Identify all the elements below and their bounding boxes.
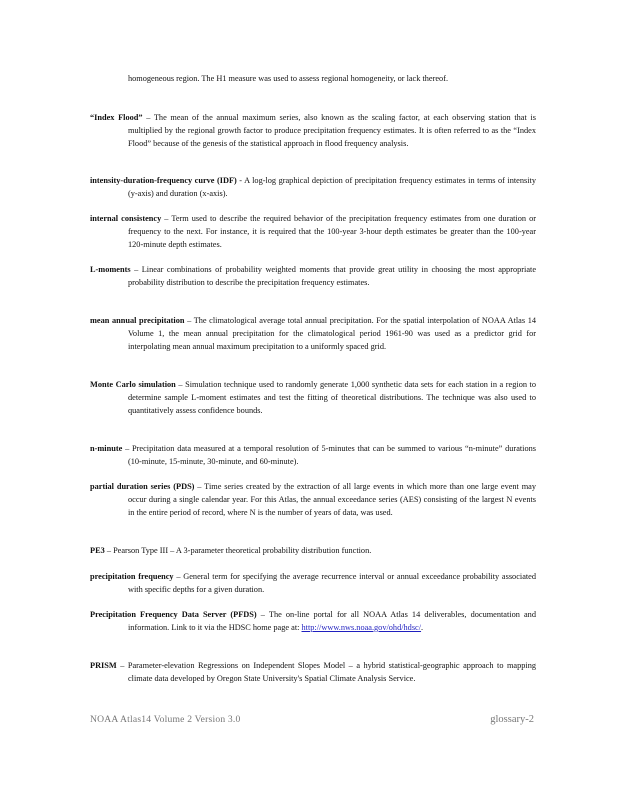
continued-definition: homogeneous region. The H1 measure was used to assess regional homogeneity, or lack thereof.: [128, 74, 449, 83]
glossary-definition: The climatological average total annual precipitation. For the spatial interpolation of NOAA Atlas 14 Volume 1, the mean annual precipitation for the climatological period 1961-90 was used as a predictor grid for interpolating mean annual maximum precipitation to a uniformly spaced grid.: [128, 316, 536, 351]
glossary-definition: The mean of the annual maximum series, also known as the scaling factor, at each observing station that is multiplied by the regional growth factor to produce precipitation frequency estimates. It is often referred to as the “Index Flood” because of the genesis of the statistical approach in flood frequency analysis.: [128, 113, 536, 148]
glossary-definition: A log-log graphical depiction of precipitation frequency estimates in terms of intensity (y-axis) and duration (x-axis).: [128, 176, 536, 198]
glossary-entry-pe3: PE3 – Pearson Type III – A 3-parameter theoretical probability distribution function.: [90, 546, 372, 555]
glossary-entry-pfds: Precipitation Frequency Data Server (PFDS) – The on-line portal for all NOAA Atlas 14 deliverables, documentation and information. Link to it via the HDSC home page at: http://www.nws.noaa.gov/ohd/hdsc/.: [90, 610, 536, 632]
glossary-definition: Simulation technique used to randomly generate 1,000 synthetic data sets for each station in a region to determine sample L-moment estimates and test the fitting of theoretical distributions. The technique was also used to quantitatively assess confidence bounds.: [128, 380, 537, 415]
glossary-term: “Index Flood”: [90, 113, 143, 122]
glossary-entry-idf: intensity-duration-frequency curve (IDF) - A log-log graphical depiction of precipitation frequency estimates in terms of intensity (y-axis) and duration (x-axis).: [90, 176, 536, 198]
hdsc-home-link[interactable]: http://www.nws.noaa.gov/ohd/hdsc/: [301, 622, 422, 632]
glossary-term: Precipitation Frequency Data Server (PFDS): [90, 610, 257, 619]
glossary-term: n-minute: [90, 444, 123, 453]
glossary-term: mean annual precipitation: [90, 316, 185, 325]
glossary-definition: Parameter-elevation Regressions on Independent Slopes Model – a hybrid statistical-geographic approach to mapping climate data developed by Oregon State University's Spatial Climate Analysis Service.: [127, 661, 536, 683]
glossary-entry-monte-carlo: Monte Carlo simulation – Simulation technique used to randomly generate 1,000 synthetic data sets for each station in a region to determine sample L-moment estimates and test the fitting of theoretical distributions. The technique was also used to quantitatively assess confidence bounds.: [90, 380, 537, 415]
glossary-term: internal consistency: [90, 214, 162, 223]
glossary-entry-prism: PRISM – Parameter-elevation Regressions on Independent Slopes Model – a hybrid statistical-geographic approach to mapping climate data developed by Oregon State University's Spatial Climate Analysis Service.: [90, 661, 536, 683]
glossary-entry-mean-annual-precipitation: mean annual precipitation – The climatological average total annual precipitation. For the spatial interpolation of NOAA Atlas 14 Volume 1, the mean annual precipitation for the climatological period 1961-90 was used as a predictor grid for interpolating mean annual maximum precipitation to a uniformly spaced grid.: [90, 316, 536, 351]
footer-page-number: glossary-2: [490, 714, 534, 725]
glossary-entry-l-moments: L-moments – Linear combinations of probability weighted moments that provide great utility in choosing the most appropriate probability distribution to describe the precipitation frequency estimates.: [90, 265, 537, 287]
glossary-definition: Time series created by the extraction of all large events in which more than one large event may occur during a single calendar year. For this Atlas, the annual exceedance series (AES) consisting of the largest N events in the entire period of record, where N is the number of years of data, was used.: [128, 482, 536, 517]
glossary-term: PRISM: [90, 661, 117, 670]
glossary-definition: Linear combinations of probability weighted moments that provide great utility in choosing the most appropriate probability distribution to describe the precipitation frequency estimates.: [128, 265, 537, 287]
glossary-definition: General term for specifying the average recurrence interval or annual exceedance probability associated with specific depths for a given duration.: [128, 572, 537, 594]
glossary-entry-internal-consistency: internal consistency – Term used to describe the required behavior of the precipitation frequency estimates from one duration or frequency to the next. For instance, it is required that the 100-year 3-hour depth estimates be greater than the 100-year 120-minute depth estimates.: [90, 214, 536, 249]
glossary-definition: Pearson Type III – A 3-parameter theoretical probability distribution function.: [113, 546, 372, 555]
glossary-term: precipitation frequency: [90, 572, 174, 581]
glossary-definition: Precipitation data measured at a temporal resolution of 5-minutes that can be summed to various “n-minute” durations (10-minute, 15-minute, 30-minute, and 60-minute).: [128, 444, 537, 466]
glossary-term: intensity-duration-frequency curve (IDF): [90, 176, 237, 185]
glossary-definition: Term used to describe the required behavior of the precipitation frequency estimates from one duration or frequency to the next. For instance, it is required that the 100-year 3-hour depth estimates be greater than the 100-year 120-minute depth estimates.: [128, 214, 536, 249]
glossary-entry-pds: partial duration series (PDS) – Time series created by the extraction of all large events in which more than one large event may occur during a single calendar year. For this Atlas, the annual exceedance series (AES) consisting of the largest N events in the entire period of record, where N is the number of years of data, was used.: [90, 482, 536, 517]
glossary-term: PE3: [90, 546, 105, 555]
glossary-term: Monte Carlo simulation: [90, 380, 176, 389]
footer-document-id: NOAA Atlas14 Volume 2 Version 3.0: [90, 714, 241, 725]
glossary-entry-index-flood: “Index Flood” – The mean of the annual maximum series, also known as the scaling factor, at each observing station that is multiplied by the regional growth factor to produce precipitation frequency estimates. It is often referred to as the “Index Flood” because of the genesis of the statistical approach in flood frequency analysis.: [90, 113, 536, 148]
glossary-term: partial duration series (PDS): [90, 482, 195, 491]
glossary-entry-n-minute: n-minute – Precipitation data measured at a temporal resolution of 5-minutes that can be summed to various “n-minute” durations (10-minute, 15-minute, 30-minute, and 60-minute).: [90, 444, 537, 466]
glossary-term: L-moments: [90, 265, 131, 274]
glossary-entry-precipitation-frequency: precipitation frequency – General term for specifying the average recurrence interval or annual exceedance probability associated with specific depths for a given duration.: [90, 572, 537, 594]
glossary-definition: The on-line portal for all NOAA Atlas 14 deliverables, documentation and information. Link to it via the HDSC home page at:: [128, 610, 536, 632]
